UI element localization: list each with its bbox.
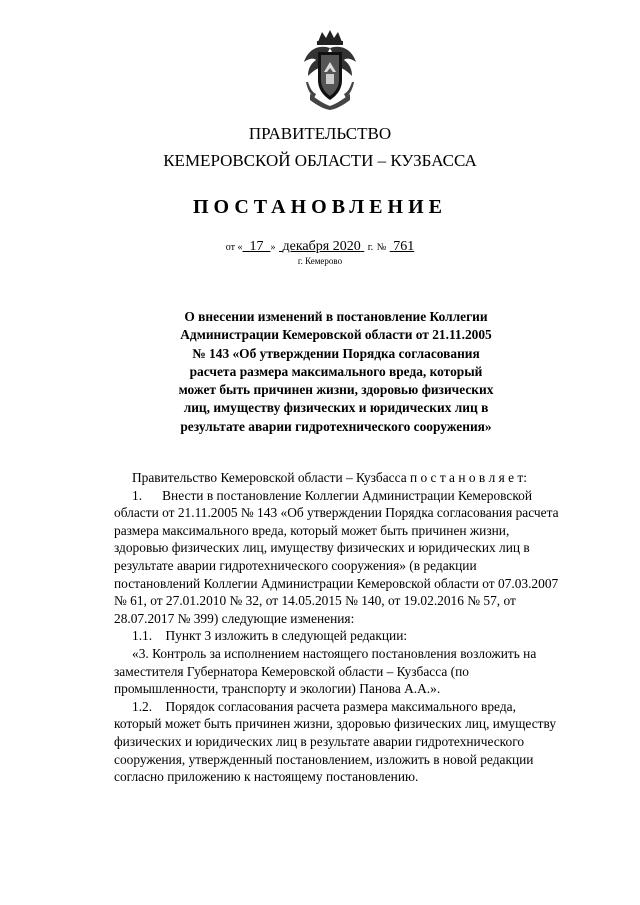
document-type-heading: ПОСТАНОВЛЕНИЕ — [193, 196, 447, 218]
title-line: расчета размера максимального вреда, который — [189, 363, 483, 379]
body-line: заместителя Губернатора Кемеровской области – Кузбасса (по — [114, 663, 469, 679]
title-line: О внесении изменений в постановление Коллегии — [184, 309, 488, 324]
body-line: области от 21.11.2005 № 143 «Об утверждении Порядка согласования расчета — [114, 505, 559, 521]
government-name-line1: ПРАВИТЕЛЬСТВО — [248, 124, 392, 143]
title-line: Администрации Кемеровской области от 21.11.2005 — [180, 327, 492, 343]
body-line: здоровью физических лиц, имуществу физических и юридических лиц в — [114, 540, 530, 556]
number-label: № — [376, 242, 387, 253]
title-line: лиц, имуществу физических и юридических лиц в — [183, 400, 489, 416]
document-number: 761 — [393, 239, 415, 254]
body-line: 1.2. Порядок согласования расчета размера максимального вреда, — [132, 698, 516, 714]
body-line: 1.1. Пункт 3 изложить в следующей редакции: — [132, 628, 408, 644]
document-title — [150, 308, 522, 436]
body-line: «3. Контроль за исполнением настоящего постановления возложить на — [132, 645, 537, 661]
date-year-suffix: г. — [367, 242, 374, 253]
body-line: результате аварии гидротехнического сооружения» (в редакции — [114, 557, 477, 573]
title-line: может быть причинен жизни, здоровью физических — [178, 382, 494, 398]
body-line: размера максимального вреда, который может быть причинен жизни, — [114, 522, 510, 538]
body-line: 28.07.2017 № 399) следующие изменения: — [114, 610, 355, 626]
body-line: 1. Внести в постановление Коллегии Администрации Кемеровской — [132, 487, 533, 503]
date-from-label: от « — [225, 242, 243, 253]
title-line: результате аварии гидротехнического сооружения» — [180, 418, 492, 434]
date-day: 17 — [249, 239, 264, 254]
city-label: г. Кемерово — [297, 256, 343, 266]
government-name-line2: КЕМЕРОВСКОЙ ОБЛАСТИ – КУЗБАССА — [163, 151, 477, 170]
body-line: промышленности, транспорту и экологии) Панова А.А.». — [114, 681, 441, 697]
document-body — [114, 469, 598, 786]
title-line: № 143 «Об утверждении Порядка согласования — [192, 345, 480, 361]
body-line: физических и юридических лиц в результате аварии гидротехнического — [114, 733, 525, 749]
body-line: согласно приложению к настоящему постановлению. — [114, 769, 419, 785]
body-line: № 61, от 27.01.2010 № 32, от 14.05.2015 № 140, от 19.02.2016 № 57, от — [114, 593, 516, 609]
body-line: который может быть причинен жизни, здоровью физических лиц, имуществу — [114, 716, 557, 732]
date-close-quote: » — [270, 242, 276, 253]
coat-of-arms-icon — [300, 28, 360, 110]
body-line: постановлений Коллегии Администрации Кемеровской области от 07.03.2007 — [114, 575, 559, 591]
body-line: сооружения, утвержденный постановлением, изложить в новой редакции — [114, 751, 534, 767]
date-month-year: декабря 2020 — [282, 239, 361, 254]
document-date-line — [0, 239, 640, 255]
body-line: Правительство Кемеровской области – Кузбасса п о с т а н о в л я е т: — [132, 470, 527, 485]
